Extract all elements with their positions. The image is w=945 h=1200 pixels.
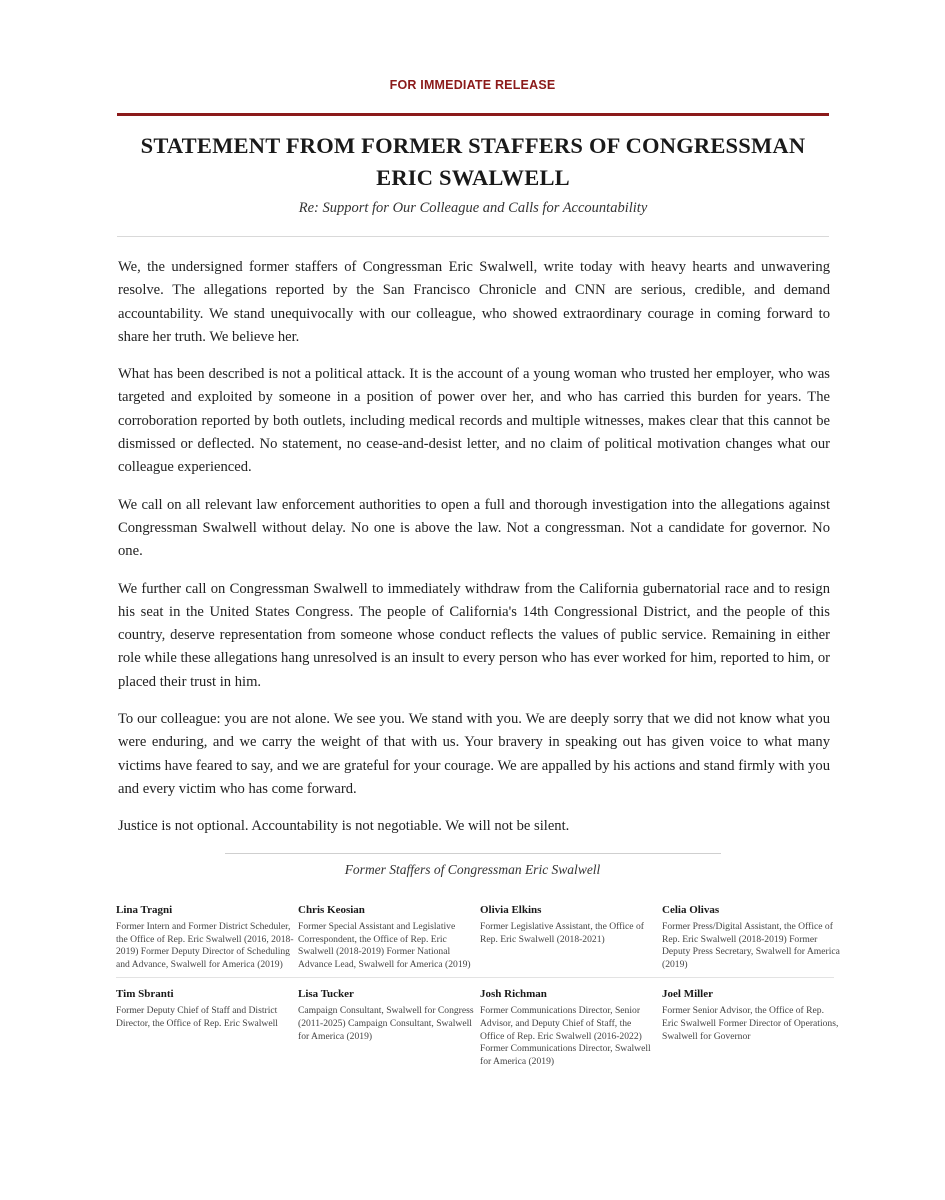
signatory-name: Chris Keosian (298, 904, 365, 916)
signatory-name: Olivia Elkins (480, 904, 542, 916)
paragraph: What has been described is not a political attack. It is the account of a young woman who trusted her employer, who was targeted and exploited by someone in a position of power over her, and who has carried this burden for years. The corroboration reported by both outlets, including medical records and multiple witnesses, makes clear that this cannot be dismissed or deflected. No statement, no cease-and-desist letter, and no claim of political motivation changes what our colleague experienced. (118, 366, 830, 476)
paragraph: To our colleague: you are not alone. We see you. We stand with you. We are deeply sorry that we did not know what you were enduring, and we carry the weight of that with us. Your bravery in speaking out has given voice to what many victims have feared to say, and we are grateful for your courage. We are appalled by his actions and stand firmly with you and every victim who has come forward. (118, 711, 830, 797)
signatory (116, 987, 298, 1068)
release-label: FOR IMMEDIATE RELEASE (389, 78, 556, 92)
subtitle: Re: Support for Our Colleague and Calls for Accountability (298, 200, 648, 216)
paragraph: We further call on Congressman Swalwell to immediately withdraw from the California gubernatorial race and to resign his seat in the United States Congress. The people of California's 14th Congressional District, and the people of this country, deserve representation from someone whose conduct reflects the values of public service. Remaining in either role while these allegations hang unresolved is an insult to every person who has ever worked for him, reported to him, or placed their trust in him. (118, 580, 830, 690)
signatory-row (116, 977, 839, 1068)
paragraph: We, the undersigned former staffers of Congressman Eric Swalwell, write today with heavy hearts and unwavering resolve. The allegations reported by the San Francisco Chronicle and CNN are serious, credible, and demand accountability. We stand unequivocally with our colleague, who showed extraordinary courage in coming forward to share her truth. We believe her. (118, 259, 830, 345)
signatory-role: Former Special Assistant and Legislative Correspondent, the Office of Rep. Eric Swalwell (2018-2019) Former National Advance Lead, Swalwell for America (2019) (298, 921, 471, 970)
paragraph: Justice is not optional. Accountability is not negotiable. We will not be silent. (118, 818, 570, 835)
signatory (662, 903, 844, 971)
subtitle-divider (117, 236, 829, 237)
signature-divider (225, 853, 721, 854)
signatory (480, 903, 662, 971)
title-line-1: STATEMENT FROM FORMER STAFFERS OF CONGRESSMAN (140, 133, 806, 158)
statement-body (118, 256, 830, 853)
header-divider (117, 113, 829, 116)
signatory-name: Celia Olivas (662, 904, 720, 916)
signatory-role: Former Communications Director, Senior Advisor, and Deputy Chief of Staff, the Office of Rep. Eric Swalwell (2016-2022) Former Communications Director, Swalwell for America (2019) (480, 1005, 651, 1067)
signatory (116, 903, 298, 971)
signatory (298, 903, 480, 971)
signatory-role: Former Press/Digital Assistant, the Office of Rep. Eric Swalwell (2018-2019) Former Deputy Press Secretary, Swalwell for America (2019) (662, 921, 840, 970)
signatory-name: Joel Miller (662, 988, 714, 1001)
signatory-role: Campaign Consultant, Swalwell for Congress (2011-2025) Campaign Consultant, Swalwell for America (2019) (298, 1005, 474, 1042)
page-title (117, 130, 829, 194)
signatory-role: Former Intern and Former District Scheduler, the Office of Rep. Eric Swalwell (2016, 2018-2019) Former Deputy Director of Scheduling and Advance, Swalwell for America (2019) (116, 921, 294, 970)
signatory (298, 987, 480, 1068)
signatory-row (116, 903, 840, 971)
signatory-name: Lisa Tucker (298, 988, 354, 1001)
signatory (480, 987, 662, 1068)
signatory-name: Tim Sbranti (116, 988, 174, 1001)
signatory-role: Former Senior Advisor, the Office of Rep. Eric Swalwell Former Director of Operations, Swalwell for Governor (662, 1005, 839, 1042)
signatures-heading: Former Staffers of Congressman Eric Swalwell (344, 862, 601, 877)
paragraph: We call on all relevant law enforcement authorities to open a full and thorough investigation into the allegations against Congressman Swalwell without delay. No one is above the law. Not a congressman. Not a candidate for governor. No one. (118, 496, 830, 560)
signatory (662, 987, 844, 1068)
signatories (116, 903, 840, 1068)
signatory-role: Former Legislative Assistant, the Office of Rep. Eric Swalwell (2018-2021) (480, 921, 644, 945)
signatory-role: Former Deputy Chief of Staff and District Director, the Office of Rep. Eric Swalwell (116, 1005, 278, 1029)
signatory-name: Josh Richman (480, 988, 547, 1001)
title-line-2: ERIC SWALWELL (376, 165, 570, 190)
signatory-name: Lina Tragni (116, 904, 173, 916)
